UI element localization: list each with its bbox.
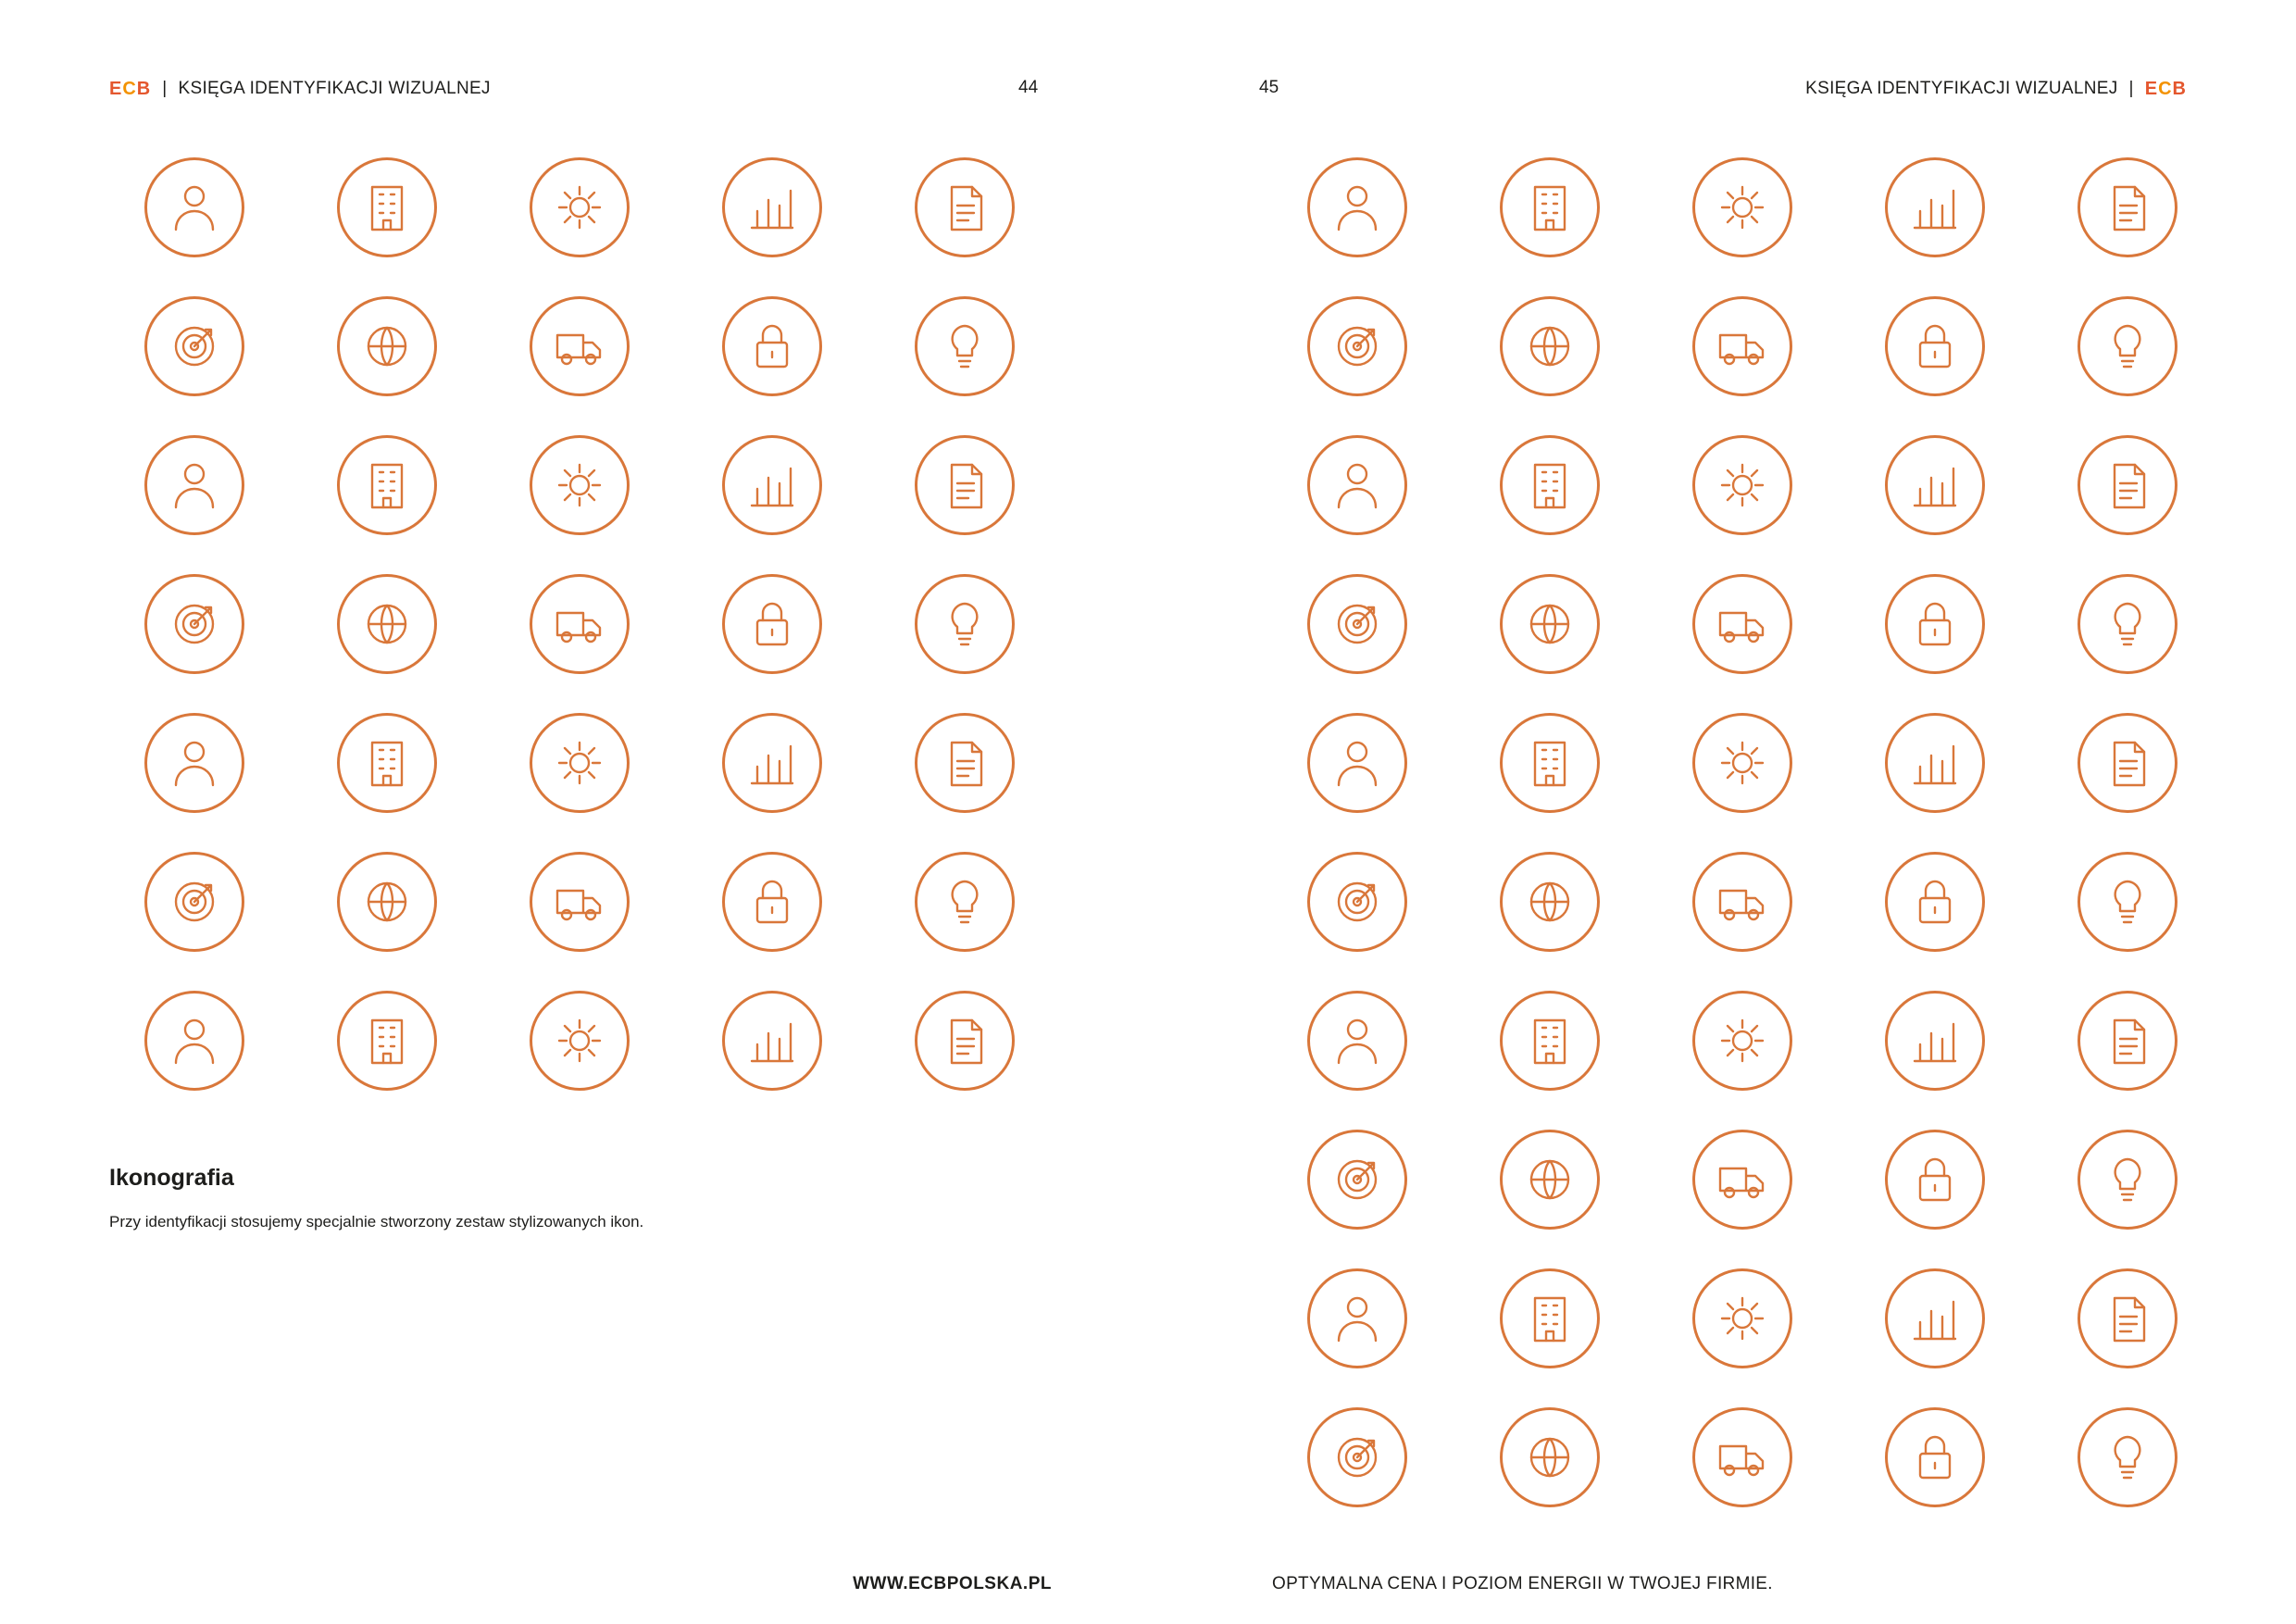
silo-facility-icon	[722, 574, 822, 674]
mail-envelope-icon	[530, 991, 630, 1091]
city-buildings-icon	[530, 435, 630, 535]
ecb-logo: E C B	[109, 78, 152, 99]
safe-box-icon	[2078, 852, 2177, 952]
tea-cup-icon	[1885, 713, 1985, 813]
user-rating-stars-icon	[722, 157, 822, 257]
footer-slogan: OPTYMALNA CENA I POZIOM ENERGII W TWOJEJ FIRMIE.	[1272, 1574, 1773, 1593]
globe-icon	[144, 852, 244, 952]
delivery-truck-icon	[530, 852, 630, 952]
rocket-icon	[1692, 1130, 1792, 1230]
pressure-gauge-icon	[530, 713, 630, 813]
award-badge-icon	[2078, 435, 2177, 535]
wallet-icon	[2078, 713, 2177, 813]
team-group-icon	[144, 157, 244, 257]
hourglass-icon	[2078, 1130, 2177, 1230]
computer-network-icon	[1500, 296, 1600, 396]
small-building-icon	[144, 713, 244, 813]
review-feedback-icon	[915, 296, 1015, 396]
treasure-chest-icon	[1885, 852, 1985, 952]
conveyor-machine-icon	[530, 574, 630, 674]
drafting-compass-icon	[1692, 574, 1792, 674]
header-title: KSIĘGA IDENTYFIKACJI WIZUALNEJ	[178, 79, 491, 98]
businessman-portrait-icon	[337, 157, 437, 257]
oil-pump-icon	[722, 713, 822, 813]
office-building-icon	[915, 157, 1015, 257]
section-description: Przy identyfikacji stosujemy specjalnie stworzony zestaw stylizowanych ikon.	[109, 1213, 644, 1230]
brain-gear-icon	[2078, 1268, 2177, 1368]
man-chat-icon	[530, 296, 630, 396]
thumbs-up-icon	[1885, 1268, 1985, 1368]
man-avatar-icon	[337, 296, 437, 396]
network-person-icon	[337, 435, 437, 535]
presentation-chart-icon	[337, 991, 437, 1091]
ecb-logo: E C B	[2144, 78, 2187, 99]
combination-lock-icon	[2078, 991, 2177, 1091]
power-plant-recycle-icon	[337, 574, 437, 674]
laptop-shield-icon	[1692, 296, 1792, 396]
paint-bucket-icon	[1307, 435, 1407, 535]
book-icon	[1307, 574, 1407, 674]
coins-stack-icon	[1692, 852, 1792, 952]
keys-icon	[1692, 713, 1792, 813]
target-stand-icon	[2078, 157, 2177, 257]
jar-plant-icon	[1307, 713, 1407, 813]
lightbulb-icon	[1692, 1268, 1792, 1368]
woman-heart-icon	[722, 296, 822, 396]
global-network-icon	[1307, 157, 1407, 257]
notebook-pen-icon	[1307, 991, 1407, 1091]
factory-smoke-icon	[337, 713, 437, 813]
target-arrow-icon	[1885, 157, 1985, 257]
saw-machine-icon	[915, 574, 1015, 674]
right-page	[1148, 0, 2296, 1624]
shield-check-icon	[1307, 1407, 1407, 1507]
compass-icon	[1885, 296, 1985, 396]
page-number: 45	[1259, 78, 1279, 97]
video-player-icon	[1500, 574, 1600, 674]
gear-hand-icon	[1692, 157, 1792, 257]
info-chat-icon	[2078, 296, 2177, 396]
open-book-plant-icon	[1885, 435, 1985, 535]
icon-grid-right	[1307, 157, 2177, 1507]
orange-fruit-icon	[2078, 574, 2177, 674]
megaphone-icon	[1885, 1130, 1985, 1230]
mountain-sun-icon	[915, 713, 1015, 813]
factory-plant-icon	[915, 435, 1015, 535]
bird-icon	[1885, 574, 1985, 674]
mountain-flag-icon	[1500, 1268, 1600, 1368]
plug-energy-icon	[530, 157, 630, 257]
piggy-bank-icon	[1885, 1407, 1985, 1507]
left-header	[109, 78, 491, 100]
industrial-machine-icon	[144, 574, 244, 674]
laptop-chart-icon	[1307, 1268, 1407, 1368]
fingerprint-icon	[1885, 991, 1985, 1091]
route-pin-icon	[1307, 852, 1407, 952]
money-plant-icon	[1692, 1407, 1792, 1507]
team-people-icon	[144, 435, 244, 535]
section-title: Ikonografia	[109, 1165, 234, 1191]
money-hand-icon	[1500, 1407, 1600, 1507]
footer-url[interactable]: WWW.ECBPOLSKA.PL	[853, 1574, 1052, 1593]
binoculars-icon	[1500, 713, 1600, 813]
network-nodes-icon	[1307, 296, 1407, 396]
briefcase-icon	[722, 991, 822, 1091]
header-separator: |	[162, 79, 168, 98]
planet-gear-icon	[915, 991, 1015, 1091]
eye-icon	[1307, 1130, 1407, 1230]
calculator-icon	[1500, 852, 1600, 952]
icon-grid-left	[144, 157, 1015, 1091]
padlock-icon	[1692, 991, 1792, 1091]
checklist-pencil-icon	[1500, 157, 1600, 257]
bar-chart-icon	[1500, 991, 1600, 1091]
woman-avatar-icon	[144, 296, 244, 396]
telescope-icon	[1500, 435, 1600, 535]
school-building-icon	[722, 435, 822, 535]
magnifier-chart-icon	[1500, 1130, 1600, 1230]
right-header	[1805, 78, 2187, 100]
page-number: 44	[1018, 78, 1039, 97]
map-pin-icon	[144, 991, 244, 1091]
graduation-cap-icon	[1692, 435, 1792, 535]
satellite-van-icon	[722, 852, 822, 952]
invoice-list-icon	[2078, 1407, 2177, 1507]
header-title: KSIĘGA IDENTYFIKACJI WIZUALNEJ	[1805, 79, 2118, 98]
car-road-icon	[337, 852, 437, 952]
payment-terminal-icon	[915, 852, 1015, 952]
header-separator: |	[2128, 79, 2134, 98]
